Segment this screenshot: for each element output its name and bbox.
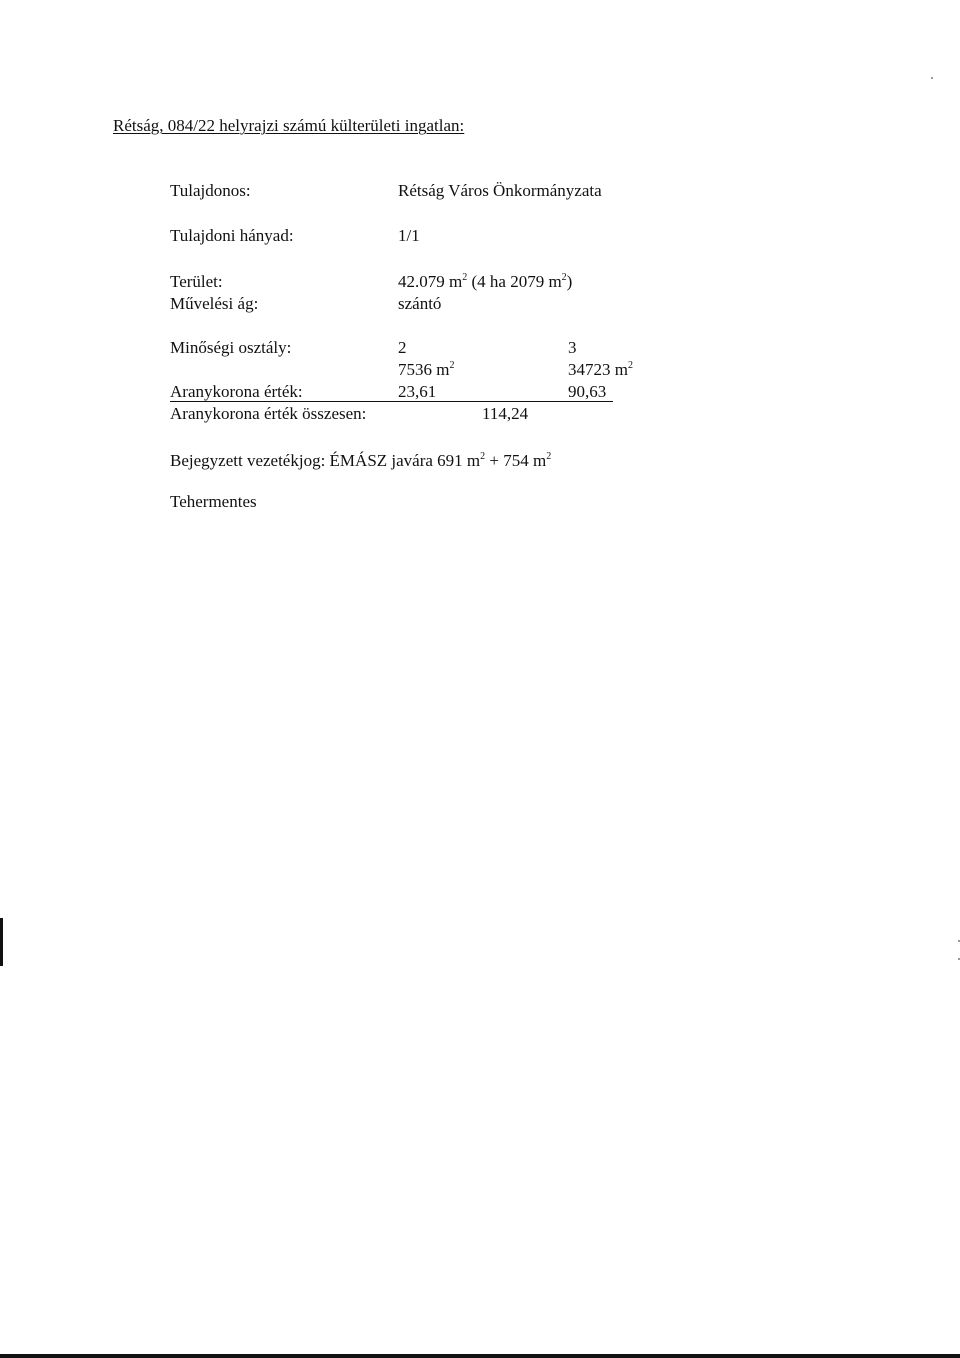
quality-area-2: 34723 $m^2$: [568, 360, 633, 379]
gold-value-2: 90,63: [568, 382, 607, 401]
scan-edge-mark: [0, 918, 3, 966]
gold-value-1: 23,61: [398, 382, 437, 401]
quality-class-2: 3: [568, 338, 577, 357]
share-label: Tulajdoni hányad:: [170, 226, 294, 245]
encumbrance-text: Tehermentes: [170, 492, 257, 511]
gold-label: Aranykorona érték:: [170, 382, 303, 401]
owner-value: Rétság Város Önkormányzata: [398, 181, 602, 200]
area-value: 42.079 $m^2$ (4 ha 2079 $m^2$): [398, 272, 573, 291]
owner-label: Tulajdonos:: [170, 181, 251, 200]
quality-label: Minőségi osztály:: [170, 338, 292, 357]
cultivation-label: Művelési ág:: [170, 294, 259, 313]
share-value: 1/1: [398, 226, 420, 245]
quality-area-1: 7536 $m^2$: [398, 360, 455, 379]
quality-class-1: 2: [398, 338, 407, 357]
gold-row-underline: [170, 401, 613, 402]
gold-total-value: 114,24: [482, 404, 529, 423]
area-label: Terület:: [170, 272, 223, 291]
scan-speck: [931, 77, 933, 79]
document-heading: Rétság, 084/22 helyrajzi számú külterületi ingatlan:: [113, 116, 465, 135]
scan-bottom-edge: [0, 1354, 960, 1358]
cultivation-value: szántó: [398, 294, 442, 313]
gold-total-label: Aranykorona érték összesen:: [170, 404, 367, 423]
easement-text: Bejegyzett vezetékjog: ÉMÁSZ javára 691 $m^2 + 754$ $m^2$: [170, 451, 552, 470]
